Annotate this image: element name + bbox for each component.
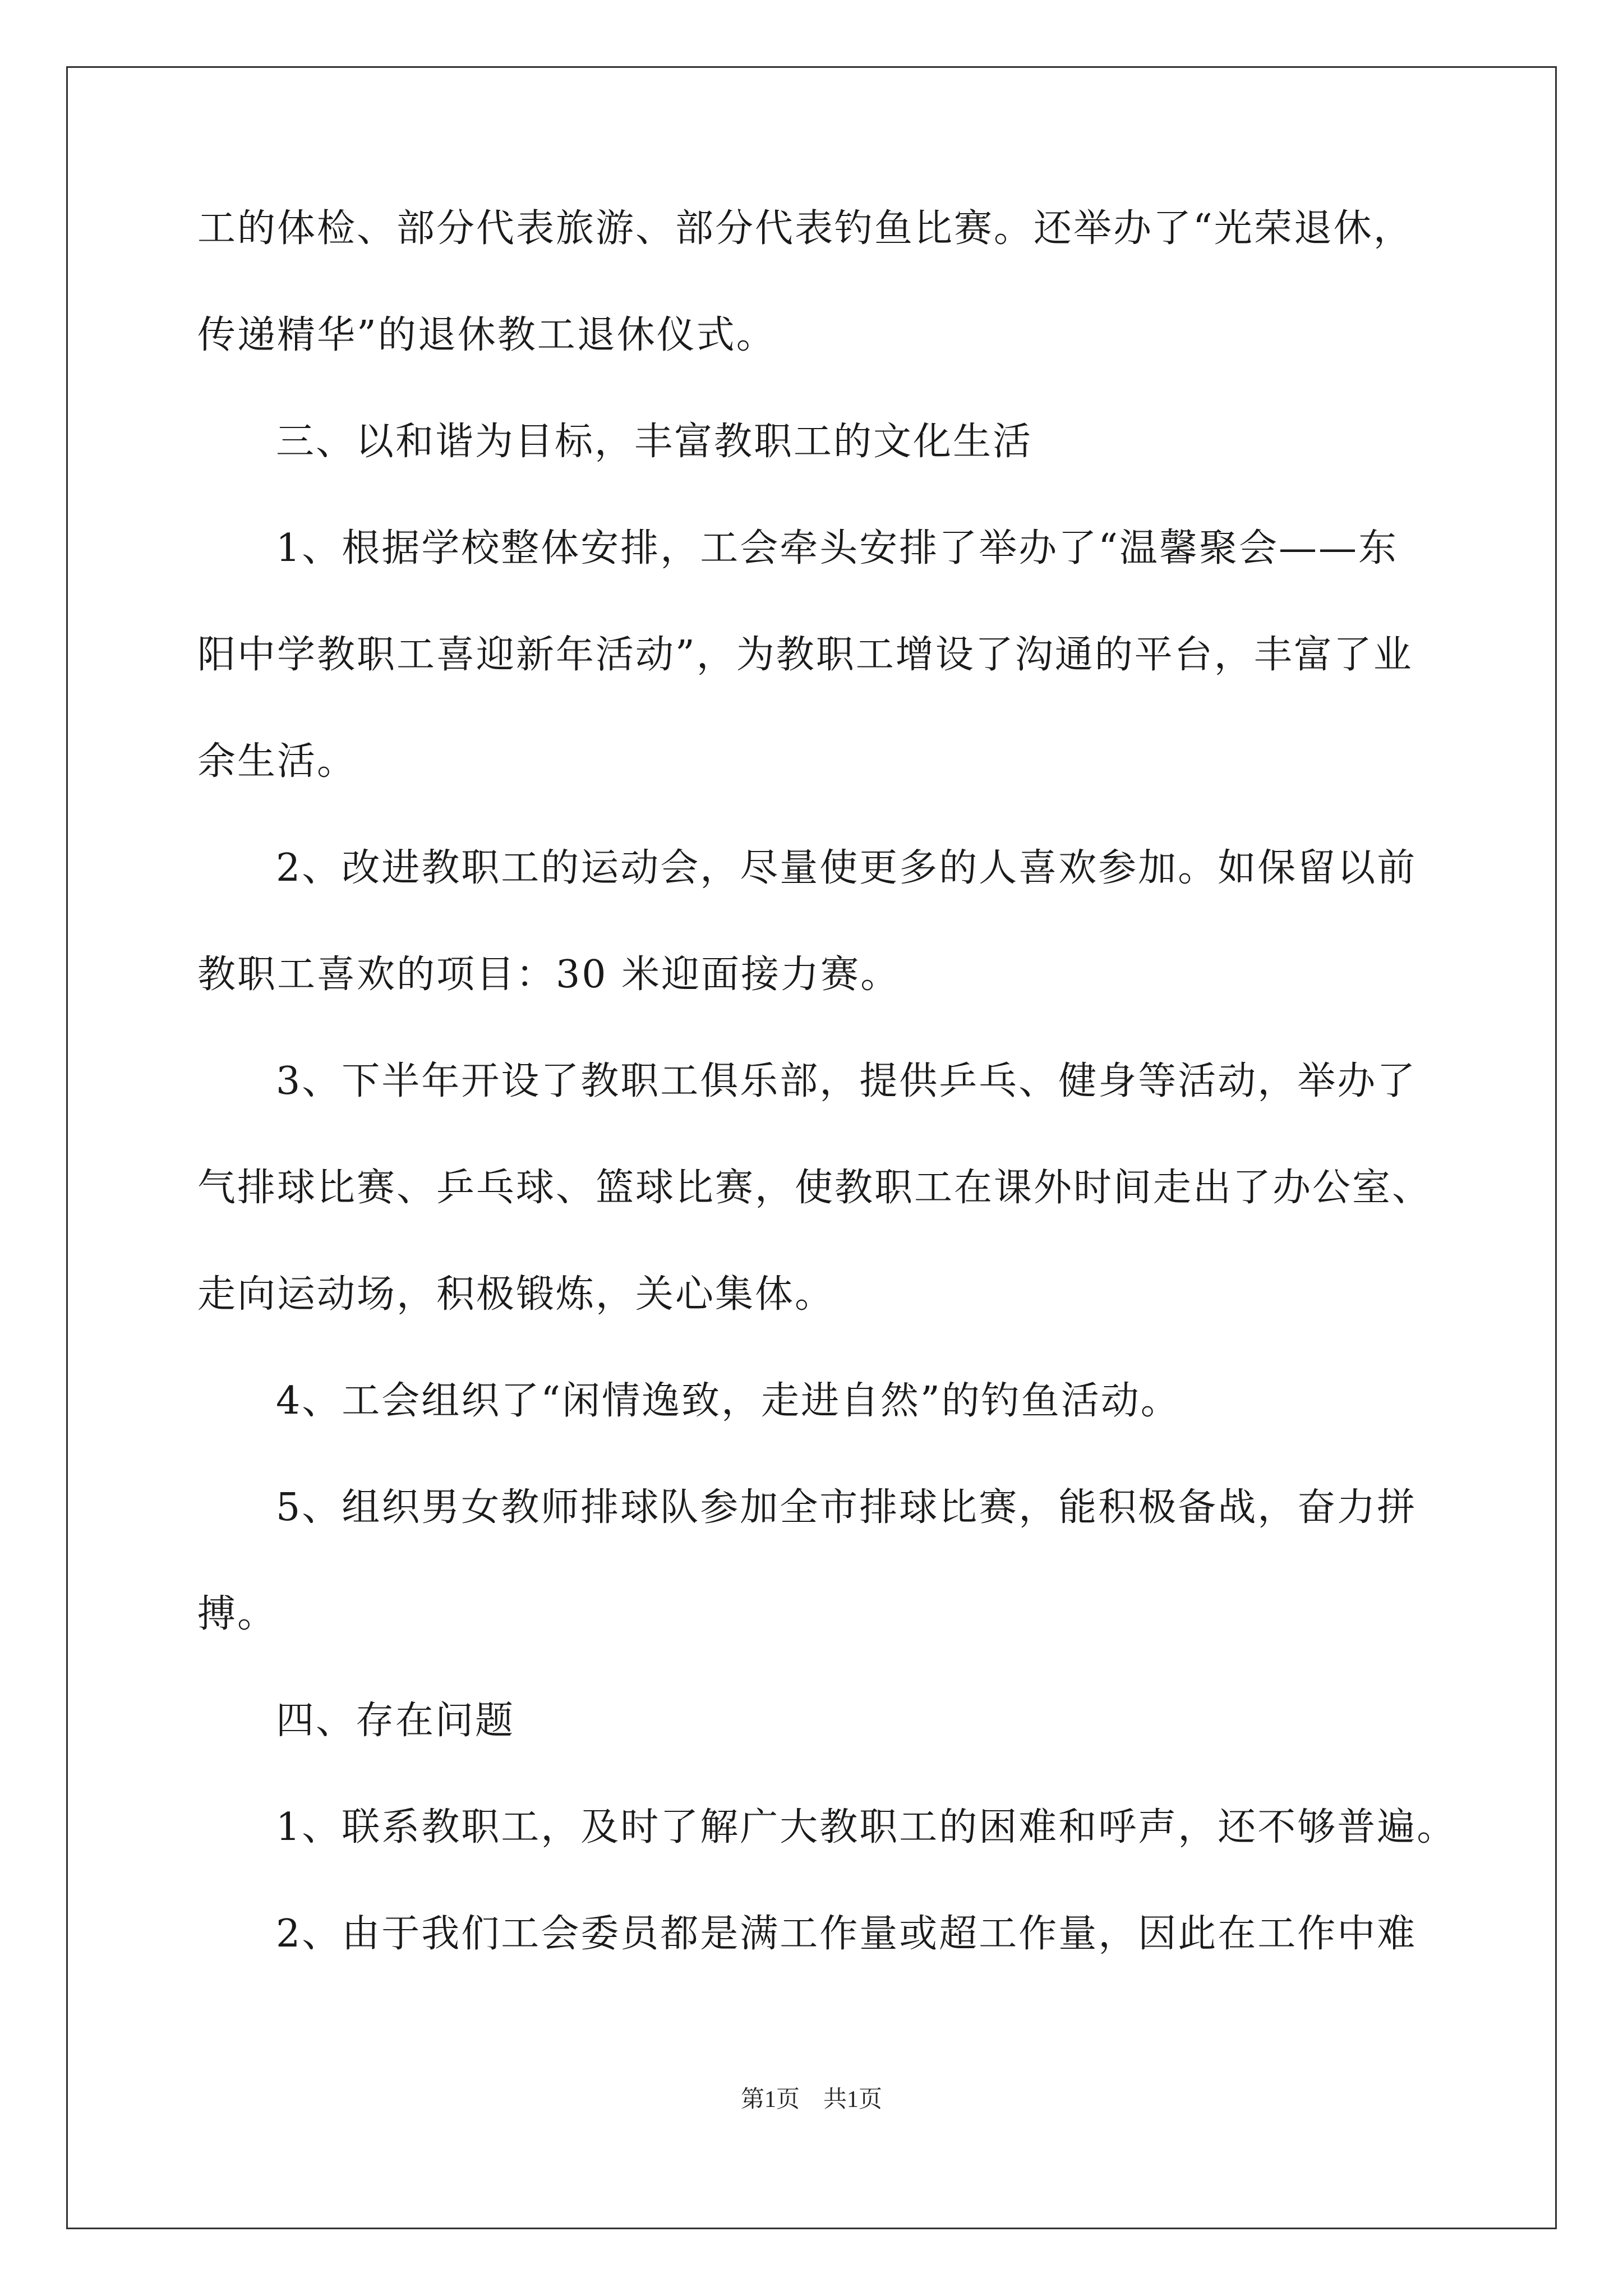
text-line: 4、工会组织了“闲情逸致，走进自然”的钓鱼活动。	[276, 1379, 1181, 1423]
page-border	[66, 66, 1557, 2229]
text-line: 搏。	[197, 1592, 278, 1636]
text-line: 5、组织男女教师排球队参加全市排球比赛，能积极备战，奋力拼	[276, 1485, 1417, 1530]
text-line: 教职工喜欢的项目：30 米迎面接力赛。	[197, 953, 901, 997]
text-line: 走向运动场，积极锻炼，关心集体。	[197, 1272, 835, 1317]
section-heading: 三、以和谐为目标，丰富教职工的文化生活	[276, 420, 1033, 464]
text-line: 气排球比赛、乒乓球、篮球比赛，使教职工在课外时间走出了办公室、	[197, 1166, 1432, 1210]
text-line: 1、联系教职工，及时了解广大教职工的困难和呼声，还不够普遍。	[276, 1805, 1457, 1849]
text-line: 传递精华”的退休教工退休仪式。	[197, 313, 776, 357]
text-line: 工的体检、部分代表旅游、部分代表钓鱼比赛。还举办了“光荣退休，	[197, 206, 1413, 251]
text-line: 2、由于我们工会委员都是满工作量或超工作量，因此在工作中难	[276, 1912, 1417, 1956]
page-number-footer: 第1页 共1页	[740, 2087, 882, 2113]
text-line: 1、根据学校整体安排，工会牵头安排了举办了“温馨聚会——东	[276, 526, 1399, 570]
text-line: 余生活。	[197, 739, 357, 784]
section-heading: 四、存在问题	[276, 1699, 515, 1743]
text-line: 2、改进教职工的运动会，尽量使更多的人喜欢参加。如保留以前	[276, 846, 1417, 890]
text-line: 阳中学教职工喜迎新年活动”，为教职工增设了沟通的平台，丰富了业	[197, 633, 1413, 677]
text-line: 3、下半年开设了教职工俱乐部，提供乒乓、健身等活动，举办了	[276, 1059, 1417, 1103]
